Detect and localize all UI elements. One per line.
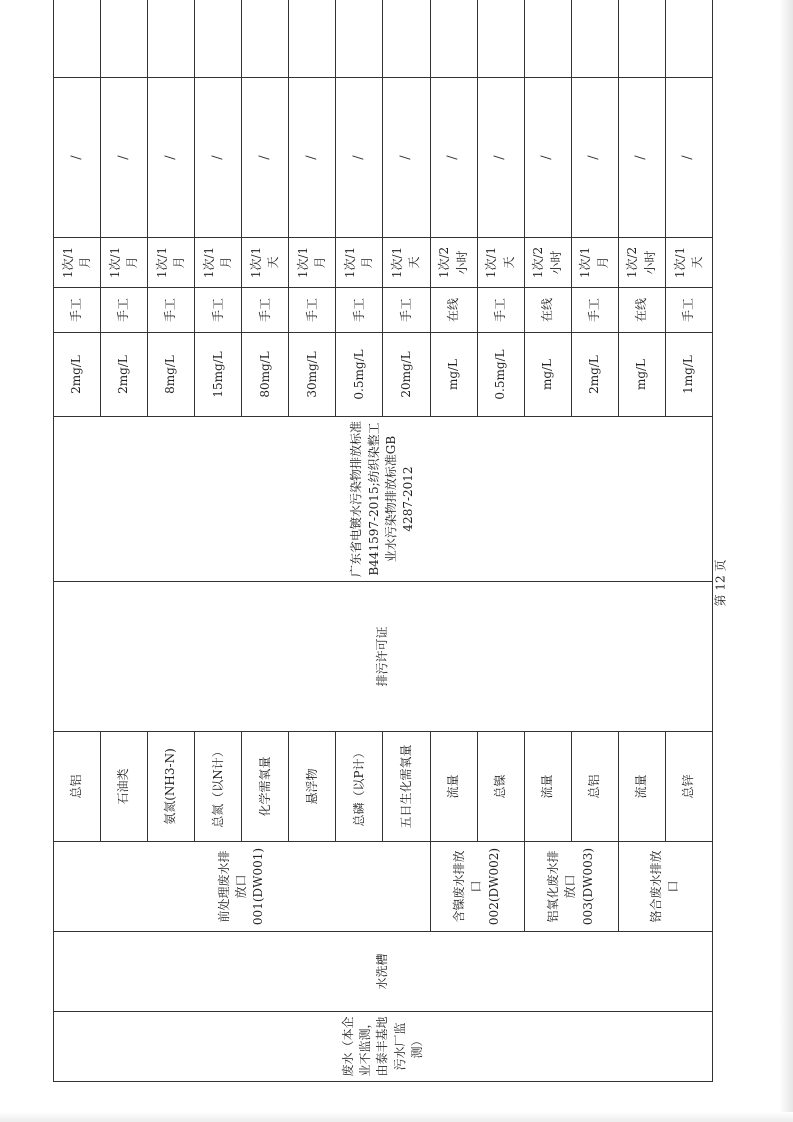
method-cell: 手工 <box>383 288 430 333</box>
outlet-cell: 铝氧化废水排放口003(DW003) <box>524 842 618 932</box>
slash-cell: / <box>571 78 618 238</box>
basis-cell: 排污许可证 <box>54 582 713 732</box>
limit-cell: 2mg/L <box>54 333 101 417</box>
slash-cell: / <box>665 78 712 238</box>
table-body <box>54 0 713 1082</box>
slash-cell <box>430 0 477 78</box>
pollutant-cell: 悬浮物 <box>289 732 336 842</box>
slash-cell <box>665 0 712 78</box>
limit-cell: 0.5mg/L <box>477 333 524 417</box>
pollutant-cell: 总磷（以P计） <box>336 732 383 842</box>
limit-cell: 80mg/L <box>242 333 289 417</box>
pollutant-cell: 化学需氧量 <box>242 732 289 842</box>
slash-cell: / <box>195 78 242 238</box>
pollutant-cell: 总铝 <box>571 732 618 842</box>
method-cell: 在线 <box>524 288 571 333</box>
frequency-cell: 1次/1月 <box>571 238 618 288</box>
limit-cell: 2mg/L <box>571 333 618 417</box>
slash-cell <box>148 0 195 78</box>
outlet-cell: 前处理废水排放口001(DW001) <box>54 842 431 932</box>
outlet-cell: 铬合废水排放口 <box>618 842 712 932</box>
method-cell: 手工 <box>242 288 289 333</box>
slash-cell <box>383 0 430 78</box>
method-cell: 在线 <box>618 288 665 333</box>
slash-cell <box>477 0 524 78</box>
slash-cell <box>101 0 148 78</box>
pollutant-cell: 总氮（以N计） <box>195 732 242 842</box>
method-cell: 手工 <box>665 288 712 333</box>
standard-cell: 广东省电镀水污染物排放标准B441597-2015;纺织染整工业水污染物排放标准GB 4287-2012 <box>54 417 713 582</box>
frequency-cell: 1次/1月 <box>101 238 148 288</box>
method-cell: 手工 <box>571 288 618 333</box>
slash-cell: / <box>477 78 524 238</box>
pollutant-cell: 流量 <box>618 732 665 842</box>
method-cell: 手工 <box>101 288 148 333</box>
method-cell: 手工 <box>289 288 336 333</box>
category-cell: 废水（本企业不监测，由泰丰基地污水厂监测） <box>54 1012 713 1082</box>
slash-cell: / <box>242 78 289 238</box>
frequency-cell: 1次/1月 <box>148 238 195 288</box>
slash-cell <box>54 0 101 78</box>
limit-cell: mg/L <box>618 333 665 417</box>
pollutant-cell: 流量 <box>430 732 477 842</box>
method-cell: 手工 <box>336 288 383 333</box>
limit-cell: 1mg/L <box>665 333 712 417</box>
frequency-cell: 1次/1天 <box>242 238 289 288</box>
slash-cell: / <box>289 78 336 238</box>
method-cell: 手工 <box>195 288 242 333</box>
slash-cell <box>289 0 336 78</box>
slash-cell <box>571 0 618 78</box>
slash-cell: / <box>618 78 665 238</box>
limit-cell: mg/L <box>430 333 477 417</box>
limit-cell: 30mg/L <box>289 333 336 417</box>
slash-cell <box>618 0 665 78</box>
method-cell: 手工 <box>148 288 195 333</box>
slash-cell: / <box>148 78 195 238</box>
method-cell: 手工 <box>477 288 524 333</box>
frequency-cell: 1次/2小时 <box>430 238 477 288</box>
slash-cell: / <box>524 78 571 238</box>
frequency-cell: 1次/2小时 <box>618 238 665 288</box>
limit-cell: mg/L <box>524 333 571 417</box>
page-number <box>705 548 735 618</box>
slash-cell: / <box>54 78 101 238</box>
frequency-cell: 1次/1天 <box>477 238 524 288</box>
scan-bottom-shadow <box>0 1112 793 1122</box>
pollutant-cell: 流量 <box>524 732 571 842</box>
slash-cell: / <box>101 78 148 238</box>
slash-cell <box>336 0 383 78</box>
frequency-cell: 1次/1月 <box>289 238 336 288</box>
outlet-cell: 含镍废水排放口002(DW002) <box>430 842 524 932</box>
slash-cell <box>524 0 571 78</box>
pollutant-cell: 五日生化需氧量 <box>383 732 430 842</box>
slash-cell <box>195 0 242 78</box>
frequency-cell: 1次/1天 <box>665 238 712 288</box>
frequency-cell: 1次/1月 <box>54 238 101 288</box>
frequency-cell: 1次/1天 <box>383 238 430 288</box>
limit-cell: 2mg/L <box>101 333 148 417</box>
facility-cell: 水洗槽 <box>54 932 713 1012</box>
method-cell: 在线 <box>430 288 477 333</box>
limit-cell: 20mg/L <box>383 333 430 417</box>
slash-cell <box>242 0 289 78</box>
pollutant-cell: 石油类 <box>101 732 148 842</box>
pollutant-cell: 总铝 <box>54 732 101 842</box>
scan-edge-shadow <box>779 0 793 1122</box>
method-cell: 手工 <box>54 288 101 333</box>
limit-cell: 0.5mg/L <box>336 333 383 417</box>
slash-cell: / <box>336 78 383 238</box>
frequency-cell: 1次/2小时 <box>524 238 571 288</box>
pollutant-cell: 总锌 <box>665 732 712 842</box>
rotated-page-content <box>53 18 713 1082</box>
monitoring-table <box>53 0 713 1082</box>
page-number-text: 第 12 页 <box>713 559 728 607</box>
pollutant-cell: 总镍 <box>477 732 524 842</box>
limit-cell: 15mg/L <box>195 333 242 417</box>
pollutant-cell: 氨氮(NH3-N) <box>148 732 195 842</box>
frequency-cell: 1次/1月 <box>336 238 383 288</box>
limit-cell: 8mg/L <box>148 333 195 417</box>
slash-cell: / <box>430 78 477 238</box>
frequency-cell: 1次/1月 <box>195 238 242 288</box>
table-row <box>54 0 101 1082</box>
slash-cell: / <box>383 78 430 238</box>
